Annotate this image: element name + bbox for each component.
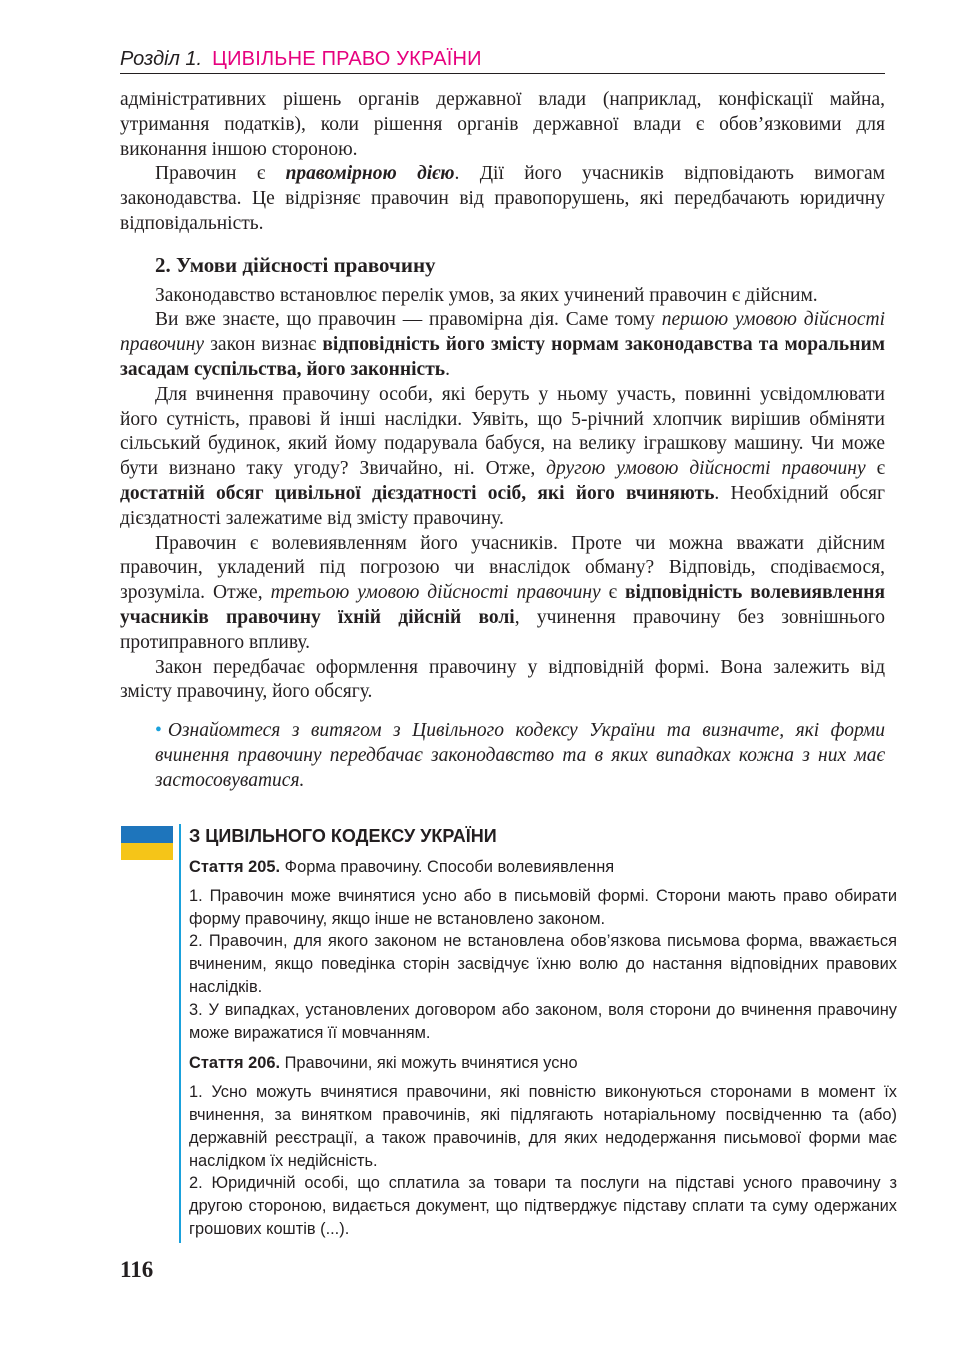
codex-title: З ЦИВІЛЬНОГО КОДЕКСУ УКРАЇНИ (189, 826, 497, 846)
emphasis: правомірною дією (285, 163, 455, 185)
bullet-icon: • (155, 720, 162, 742)
section-label: Розділ 1. (120, 48, 203, 70)
article-item: 3. У випадках, установлених договором або законом, воля сторони до вчинення правочину може виражатися її мовчанням. (189, 1000, 897, 1042)
section-heading: 2. Умови дійсності правочину (155, 252, 436, 277)
main-text (120, 88, 885, 794)
article-item: 1. Правочин може вчинятися усно або в письмовій формі. Сторони мають право обирати форму правочину, якщо інше не встановлено законом. (189, 886, 897, 928)
paragraph: Ви вже знаєте, що правочин — правомірна дія. Саме тому першою умовою дійсності правочину закон визнає відповідність його змісту нормам законодавства та моральним засадам суспільства, його законність. (120, 309, 885, 380)
paragraph: Правочин є волевиявленням його учасників. Проте чи можна вважати дійсним правочин, укладений під погрозою чи внаслідок обману? Відповідь, сподіваємося, зрозуміла. Отже, третьою умовою дійсності правочину є відповідність волевиявлення учасників правочину їхній дійсній волі, учинення правочину без зовнішнього протиправного впливу. (120, 532, 886, 653)
article-heading: Стаття 205. Форма правочину. Способи волевиявлення (189, 858, 615, 876)
paragraph: Законодавство встановлює перелік умов, за яких учинений правочин є дійсним. (155, 284, 818, 306)
paragraph: Для вчинення правочину особи, які беруть у ньому участь, повинні усвідомлювати його сутність, правові й інші наслідки. Уявіть, що 5-річний хлопчик вирішив обміняти сільський будинок, який йому подарувала бабуся, на велику іграшкову машину. Чи може бути визнано таку угоду? Звичайно, ні. Отже, другою умовою дійсності правочину є достатній обсяг цивільної дієздатності осіб, які його вчиняють. Необхідний обсяг дієздатності залежатиме від змісту правочину. (120, 383, 886, 529)
codex-excerpt (179, 824, 897, 1243)
paragraph: Закон передбачає оформлення правочину у відповідній формі. Вона залежить від змісту правочину, його обсягу. (120, 656, 885, 703)
article-item: 2. Правочин, для якого законом не встановлена обов’язкова письмова форма, вважається вчиненим, якщо поведінка сторін засвідчує їхню волю до настання відповідних правових наслідків. (189, 932, 897, 996)
task-instruction: • Ознайомтеся з витягом з Цивільного кодексу України та визначте, які форми вчинення правочину передбачає законодавство та в яких випадках кожна з них має застосовуватися. (155, 720, 885, 791)
article-heading: Стаття 206. Правочини, які можуть вчинятися усно (189, 1054, 578, 1073)
ukraine-flag-icon (121, 826, 173, 860)
section-title: ЦИВІЛЬНЕ ПРАВО УКРАЇНИ (212, 48, 482, 70)
article-item: 1. Усно можуть вчинятися правочини, які повністю виконуються сторонами в момент їх вчинення, за винятком правочинів, які підлягають нотаріальному посвідченню та (або) державній реєстрації, а також правочинів, для яких недодержання письмової форми має наслідком їх недійсність. (189, 1083, 897, 1170)
paragraph: Правочин є правомірною дією. Дії його учасників відповідають вимогам законодавства. Це відрізняє правочин від правопорушень, які передбачають юридичну відповідальність. (120, 163, 885, 234)
article-item: 2. Юридичній особі, що сплатила за товари та послуги на підставі усного правочину з другою стороною, видається документ, що підтверджує підставу сплати та суму одержаних грошових коштів (...). (189, 1174, 897, 1238)
page-header (120, 48, 885, 74)
page-number: 116 (120, 1257, 154, 1282)
paragraph: адміністративних рішень органів державної влади (наприклад, конфіскації майна, утримання податків), коли рішення органів державної влади є обов’язковими для виконання іншою стороною. (120, 89, 885, 160)
